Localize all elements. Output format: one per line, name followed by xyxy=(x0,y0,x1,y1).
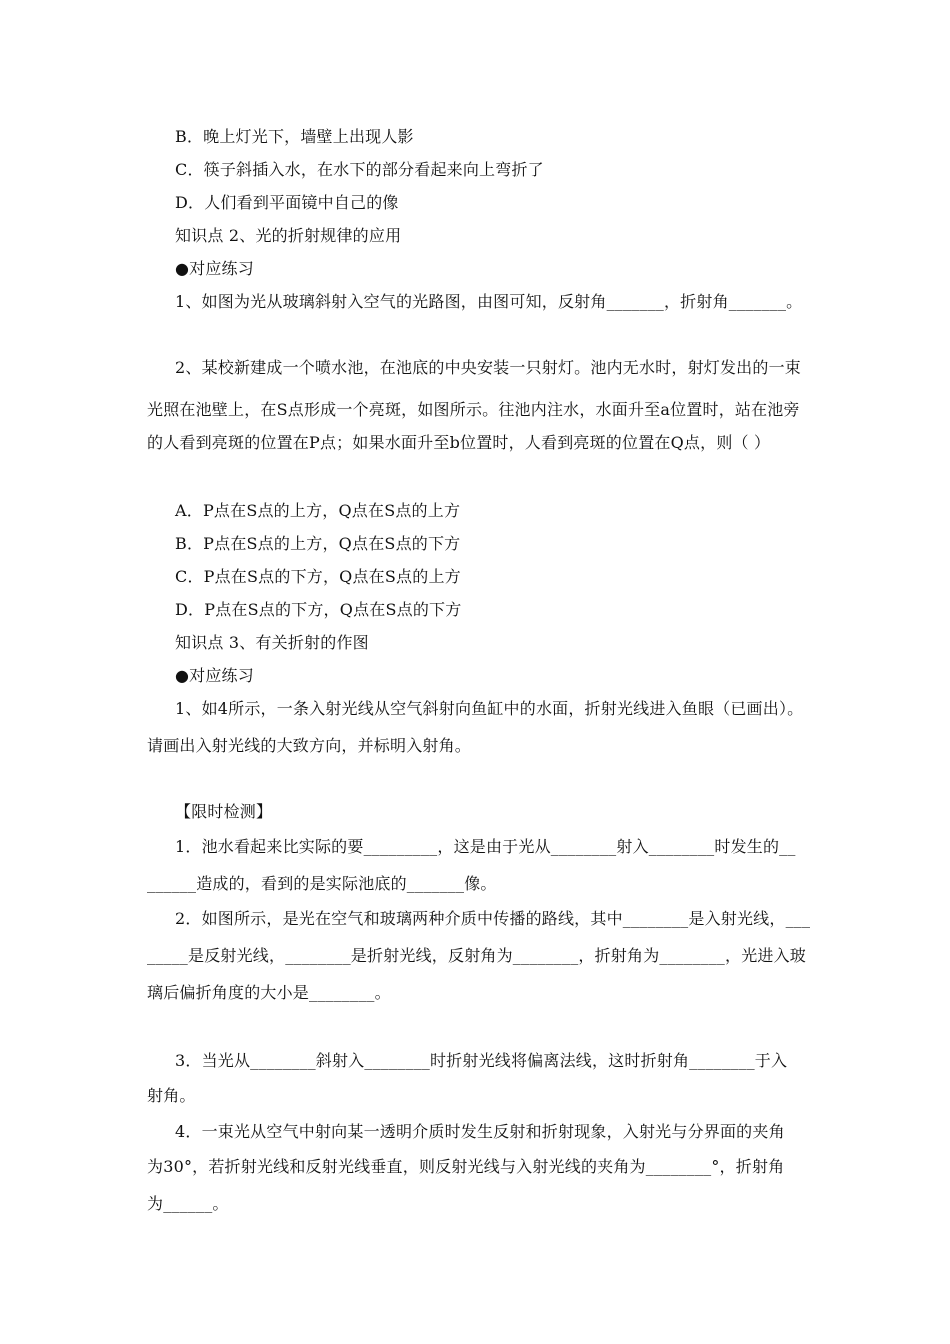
question-line: 1．池水看起来比实际的要_________，这是由于光从________射入________时发生的__ xyxy=(175,837,796,856)
option-d-line: D．P点在S点的下方，Q点在S点的下方 xyxy=(175,600,462,619)
question-line: _____是反射光线，________是折射光线，反射角为________，折射角为________，光进入玻 xyxy=(147,946,807,965)
question-line: 请画出入射光线的大致方向，并标明入射角。 xyxy=(147,736,472,755)
question-line: 2、某校新建成一个喷水池，在池底的中央安装一只射灯。池内无水时，射灯发出的一束 xyxy=(175,358,801,377)
timed-test-heading: 【限时检测】 xyxy=(175,802,273,821)
question-line: 3．当光从________斜射入________时折射光线将偏离法线，这时折射角________于入 xyxy=(175,1051,788,1070)
option-d-line: D．人们看到平面镜中自己的像 xyxy=(175,193,399,212)
practice-heading: ●对应练习 xyxy=(175,666,254,685)
option-c-line: C．P点在S点的下方，Q点在S点的上方 xyxy=(175,567,461,586)
question-line: 1、如图为光从玻璃斜射入空气的光路图，由图可知，反射角_______，折射角_______。 xyxy=(175,292,803,311)
question-line: 为30°，若折射光线和反射光线垂直，则反射光线与入射光线的夹角为________°，折射角 xyxy=(147,1157,785,1176)
option-b-line: B．P点在S点的上方，Q点在S点的下方 xyxy=(175,534,461,553)
option-a-line: A．P点在S点的上方，Q点在S点的上方 xyxy=(175,501,461,520)
question-line: 1、如4所示，一条入射光线从空气斜射向鱼缸中的水面，折射光线进入鱼眼（已画出）。 xyxy=(175,699,804,718)
knowledge-point-2-heading: 知识点 2、光的折射规律的应用 xyxy=(175,226,402,245)
question-line: 2．如图所示，是光在空气和玻璃两种介质中传播的路线，其中________是入射光线，___ xyxy=(175,909,811,928)
question-line: 为______。 xyxy=(147,1194,229,1213)
question-line: 4．一束光从空气中射向某一透明介质时发生反射和折射现象，入射光与分界面的夹角 xyxy=(175,1122,785,1141)
question-line: ______造成的，看到的是实际池底的_______像。 xyxy=(147,874,497,893)
option-c-line: C．筷子斜插入水，在水下的部分看起来向上弯折了 xyxy=(175,160,544,179)
option-b-line: B．晚上灯光下，墙壁上出现人影 xyxy=(175,127,414,146)
question-line: 光照在池壁上，在S点形成一个亮斑，如图所示。往池内注水，水面升至a位置时，站在池旁 xyxy=(147,400,800,419)
question-line: 璃后偏折角度的大小是________。 xyxy=(147,983,391,1002)
question-line: 射角。 xyxy=(147,1086,196,1105)
knowledge-point-3-heading: 知识点 3、有关折射的作图 xyxy=(175,633,369,652)
practice-heading: ●对应练习 xyxy=(175,259,254,278)
question-line: 的人看到亮斑的位置在P点；如果水面升至b位置时，人看到亮斑的位置在Q点，则（ ） xyxy=(147,433,771,452)
